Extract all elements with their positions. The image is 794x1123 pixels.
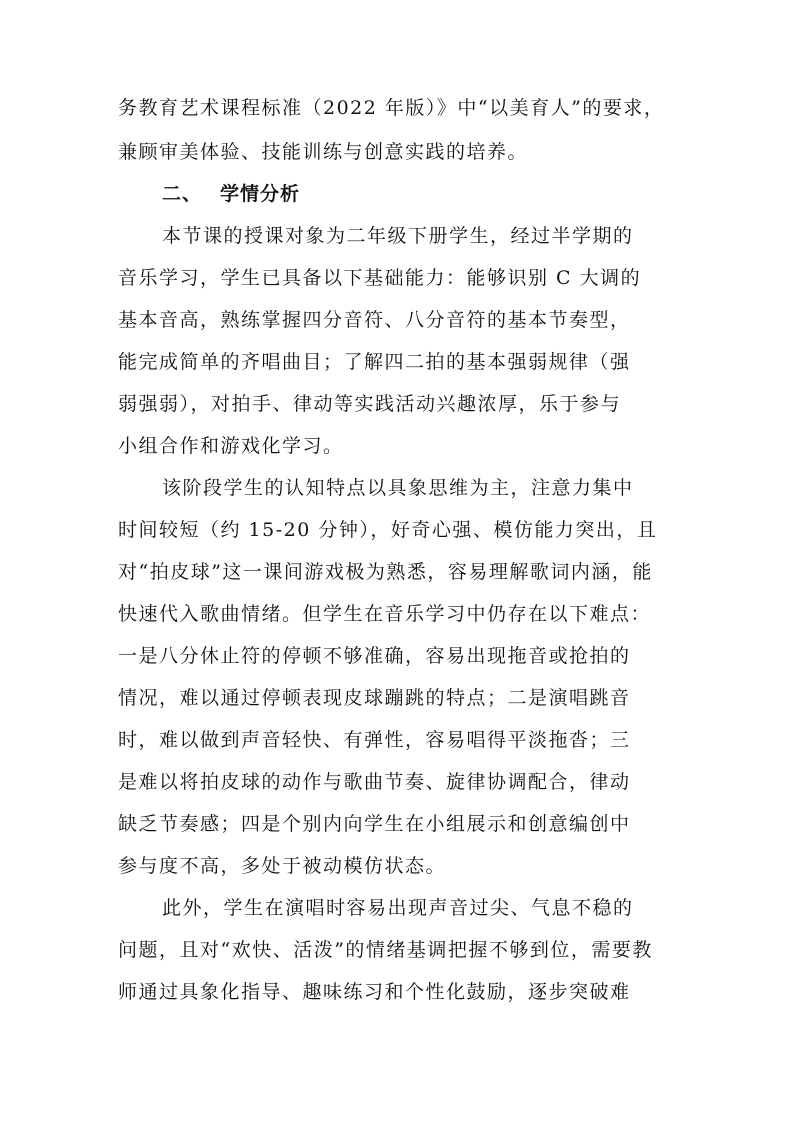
paragraph-1-line-1: 本节课的授课对象为二年级下册学生，经过半学期的 — [162, 225, 634, 247]
paragraph-1-line-6: 小组合作和游戏化学习。 — [118, 435, 344, 457]
paragraph-2-line-3: 对“拍皮球”这一课间游戏极为熟悉，容易理解歌词内涵，能 — [118, 561, 653, 583]
paragraph-2-line-8: 是难以将拍皮球的动作与歌曲节奏、旋律协调配合，律动 — [118, 771, 631, 793]
intro-line-2: 兼顾审美体验、技能训练与创意实践的培养。 — [118, 141, 529, 163]
section-number: 二、 — [162, 183, 203, 205]
paragraph-3-line-1: 此外，学生在演唱时容易出现声音过尖、气息不稳的 — [162, 897, 634, 919]
paragraph-3-line-2: 问题，且对“欢快、活泼”的情绪基调把握不够到位，需要教 — [118, 939, 653, 961]
paragraph-2-line-7: 时，难以做到声音轻快、有弹性，容易唱得平淡拖沓；三 — [118, 729, 631, 751]
paragraph-1-line-4: 能完成简单的齐唱曲目；了解四二拍的基本强弱规律（强 — [118, 351, 631, 373]
paragraph-2-line-2: 时间较短（约 15-20 分钟），好奇心强、模仿能力突出，且 — [118, 519, 658, 541]
paragraph-3-line-3: 师通过具象化指导、趣味练习和个性化鼓励，逐步突破难 — [118, 981, 631, 1003]
paragraph-1-line-3: 基本音高，熟练掌握四分音符、八分音符的基本节奏型， — [118, 309, 631, 331]
paragraph-2-line-9: 缺乏节奏感；四是个别内向学生在小组展示和创意编创中 — [118, 813, 631, 835]
paragraph-1-line-2: 音乐学习，学生已具备以下基础能力：能够识别 C 大调的 — [118, 267, 642, 289]
paragraph-2-line-4: 快速代入歌曲情绪。但学生在音乐学习中仍存在以下难点： — [118, 603, 652, 625]
paragraph-2-line-5: 一是八分休止符的停顿不够准确，容易出现拖音或抢拍的 — [118, 645, 631, 667]
paragraph-1-line-5: 弱强弱），对拍手、律动等实践活动兴趣浓厚，乐于参与 — [118, 393, 622, 415]
section-heading — [162, 182, 732, 206]
intro-line-1: 务教育艺术课程标准（2022 年版）》中“以美育人”的要求， — [118, 97, 665, 119]
paragraph-2-line-6: 情况，难以通过停顿表现皮球蹦跳的特点；二是演唱跳音 — [118, 687, 631, 709]
paragraph-2-line-10: 参与度不高，多处于被动模仿状态。 — [118, 855, 447, 877]
paragraph-2-line-1: 该阶段学生的认知特点以具象思维为主，注意力集中 — [162, 477, 634, 499]
section-title: 学情分析 — [220, 183, 301, 205]
